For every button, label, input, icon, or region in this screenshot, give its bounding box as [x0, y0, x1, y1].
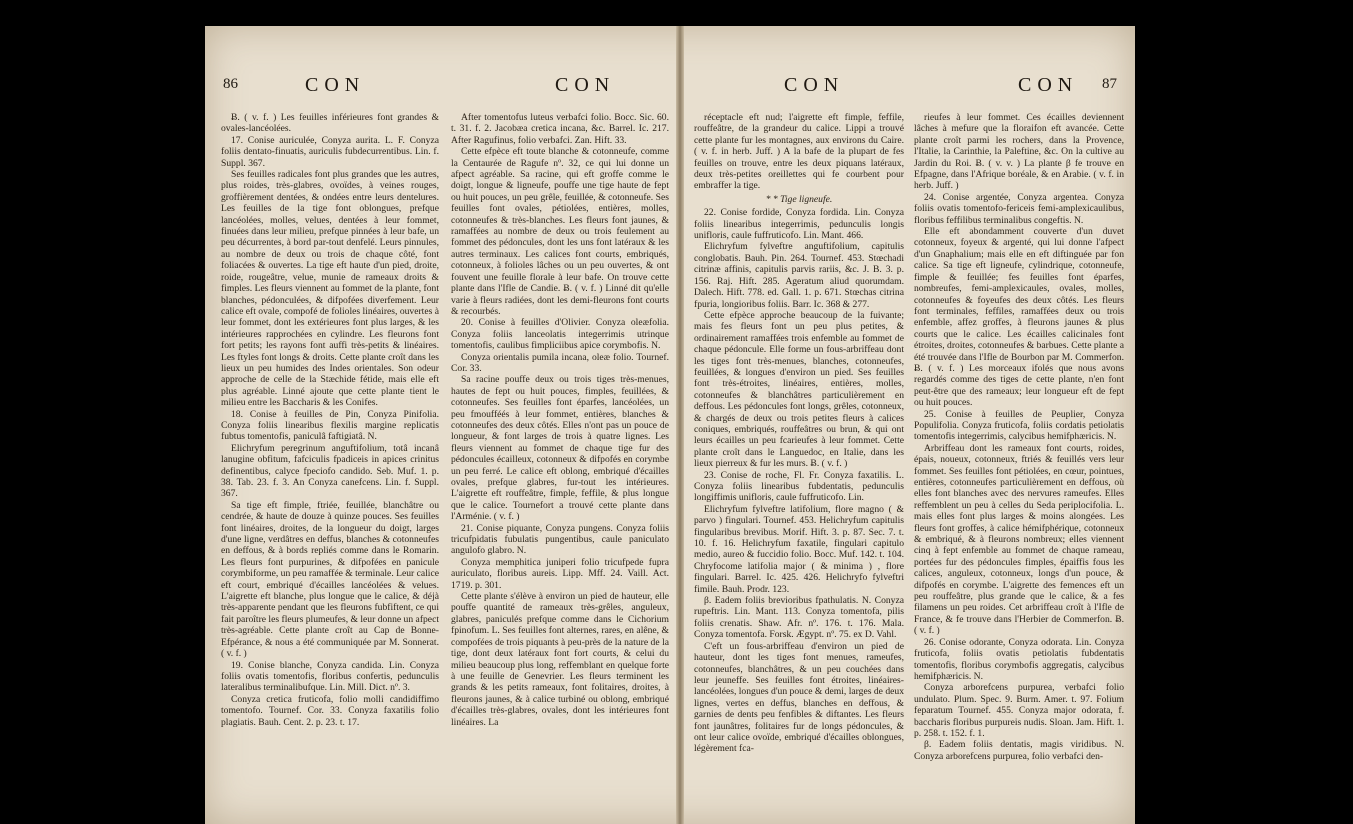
paragraph: 18. Conise à feuilles de Pin, Conyza Pinifolia. Conyza foliis linearibus flexilis margine replicatis fubtus tomentofis, paniculâ faftigiatâ. N. [221, 408, 439, 443]
paragraph: β. Eadem foliis brevioribus fpathulatis. N. Conyza rupeftris. Lin. Mant. 113. Conyza tomentofa, pilis foliis crenatis. Shaw. Afr. nº. 176. t. 176. Mala. Conyza tomentofa. Forsk. Ægypt. nº. 75. ex D. Vahl. [694, 595, 904, 641]
paragraph: Elichryfum peregrinum anguftifolium, totâ incanâ lanugine obfitum, fafciculis fpadiceis in apices crinitus definentibus, calyce fpeciofo candido. Seb. Muf. 1. p. 38. Tab. 23. f. 3. An Conyza canefcens. Lin. f. Suppl. 367. [221, 442, 439, 500]
paragraph: Ƀ. ( v. f. ) Les feuilles inférieures font grandes & ovales-lancéolées. [221, 112, 439, 135]
paragraph: rieufes à leur fommet. Ces écailles deviennent lâches à mefure que la floraifon eft avancée. Cette plante croît parmi les rochers, dans la Provence, l'Italie, la Carinthie, la Paleftine, &c. On la cultive au Jardin du Roi. Ƀ. ( v. v. ) La plante β fe trouve en Efpagne, dans l'Afrique boréale, & en Arabie. ( v. f. in herb. Juff. ) [914, 112, 1124, 192]
paragraph: Elichryfum fylveftre anguftifolium, capitulis conglobatis. Bauh. Pin. 264. Tournef. 453. Stœchadi citrinæ affinis, capitulis parvis rariis, &c. J. B. 3. p. 156. Raj. Hift. 285. Ageratum aliud quorumdam. Dalech. Hift. 778. ed. Gall. 1. p. 671. Stœchas citrina fpuria, longioribus foliis. Barr. Ic. 368 & 277. [694, 241, 904, 310]
left-page [215, 40, 675, 824]
right-page-number: 87 [1102, 76, 1117, 92]
paragraph: Sa tige eft fimple, ftriée, feuillée, blanchâtre ou cendrée, & haute de douze à quinze pouces. Ses feuilles font linéaires, droites, de la longueur du doigt, larges d'une ligne, verdâtres en deffus, blanches & cotonneufes en deffous, & à bords repliés comme dans le Romarin. Les fleurs font purpurines, & difpofées en panicule corymbiforme, un peu ramaffée & terminale. Leur calice eft court, embriqué d'écailles lancéolées & velues. L'aigrette eft blanche, plus longue que le calice, & déjà très-apparente pendant que les fleurons fubfiftent, ce qui fait paroître les fleurs plumeufes, & leur donne un afpect très-agréable. Cette plante croît au Cap de Bonne-Efpérance, & nous a été communiquée par M. Sonnerat. ( v. f. ) [221, 499, 439, 660]
left-running-head-1: CON [305, 74, 366, 96]
book-gutter [676, 26, 684, 824]
paragraph: 20. Conise à feuilles d'Olivier. Conyza oleæfolia. Conyza foliis lanceolatis integerrimis utrinque tomentofis, caulibus fimpliciibus apice corymbofis. N. [451, 317, 669, 352]
paragraph: 21. Conise piquante, Conyza pungens. Conyza foliis tricufpidatis fubulatis pungentibus, caule paniculato angulofo glabro. N. [451, 522, 669, 557]
paragraph: Cette efpèce eft toute blanche & cotonneufe, comme la Centaurée de Ragufe nº. 32, ce qui lui donne un afpect agréable. Sa racine, qui eft groffe comme le doigt, longue & ligneufe, pouffe une tige haute de fept ou huit pouces, un peu grêle, feuillée, & cotonneufe. Ses feuilles font ovales, pétiolées, entières, molles, cotonneufes & très-blanches. Les fleurs font jaunes, & ramaffées au nombre de deux ou trois feulement au fommet des pédoncules, dont les uns font latéraux & les autres terminaux. Les calices font courts, embriqués, cotonneux, à folioles lâches ou un peu ouvertes, & ont fouvent une feuille florale à leur bafe. On trouve cette plante dans l'Ifle de Candie. Ƀ. ( v. f. ) Linné dit qu'elle varie à fleurs radiées, dont les demi-fleurons font courts & recourbés. [451, 146, 669, 317]
paragraph: 22. Conise fordide, Conyza fordida. Lin. Conyza foliis linearibus integerrimis, pedunculis longis unifloris, caule fuffruticofo. Lin. Mant. 466. [694, 207, 904, 242]
paragraph: 25. Conise à feuilles de Peuplier, Conyza Populifolia. Conyza fruticofa, foliis cordatis petiolatis tomentofis integerrimis, calycibus hemifphæricis. N. [914, 408, 1124, 443]
left-column-1 [221, 112, 439, 824]
paragraph: β. Eadem foliis dentatis, magis viridibus. N. Conyza arborefcens purpurea, folio verbafci den- [914, 739, 1124, 762]
paragraph: Cette efpèce approche beaucoup de la fuivante; mais fes fleurs font un peu plus petites, & ordinairement ramaffées trois enfemble au fommet de chaque pédoncule. Elle forme un fous-arbriffeau dont les tiges font très-menues, blanches, cotonneufes, feuillées, & longues d'environ un pied. Ses feuilles font très-étroites, linéaires, entières, molles, cotonneufes & blanchâtres particulièrement en deffous. Les pédoncules font longs, grêles, cotonneux, & chargés de deux ou trois petites fleurs à calices coniques, embriqués, rouffeâtres ou brun, & qui ont leurs écailles un peu fcarieufes à leur fommet. Cette plante croît dans le Languedoc, en Italie, dans les lieux pierreux & fur les murs. Ƀ. ( v. f. ) [694, 309, 904, 470]
paragraph: C'eft un fous-arbriffeau d'environ un pied de hauteur, dont les tiges font menues, rameufes, cotonneufes, blanchâtres, & un peu couchées dans leur jeuneffe. Ses feuilles font étroites, linéaires-lancéolées, longues d'un pouce & demi, larges de deux lignes, vertes en deffus, blanches en deffous, & garnies de dents peu fenfibles & diftantes. Les fleurs font jaunâtres, folitaires fur de longs pédoncules, & ont leur calice ovoïde, embriqué d'écailles oblongues, légèrement fca- [694, 640, 904, 755]
right-column-2 [914, 112, 1124, 824]
paragraph: 23. Conise de roche, Fl. Fr. Conyza faxatilis. L. Conyza foliis linearibus fubdentatis, pedunculis longiffimis unifloris, caule fuffruticofo. Lin. [694, 469, 904, 504]
paragraph: 19. Conise blanche, Conyza candida. Lin. Conyza foliis ovatis tomentofis, floribus confertis, pedunculis lateralibus terminalibufque. Lin. Mill. Dict. nº. 3. [221, 659, 439, 694]
paragraph: Cette plante s'élève à environ un pied de hauteur, elle pouffe quantité de rameaux très-grêles, anguleux, glabres, paniculés prefque comme dans le Cichorium fpinofum. L. Ses feuilles font alternes, rares, en alêne, & compofées de trois piquants à peu-près de la nature de la tige, dont deux latéraux font fort courts, & celui du milieu beaucoup plus long, reffemblant en quelque forte à une feuille de Genevrier. Les fleurs terminent les grands & les petits rameaux, font folitaires, droites, à fleurons jaunes, & à calice turbiné ou oblong, embriqué d'écailles très-glabres, ovales, dont les intérieures font linéaires. La [451, 591, 669, 728]
right-running-head-2: CON [1018, 74, 1079, 96]
left-running-head-2: CON [555, 74, 616, 96]
paragraph: 17. Conise auriculée, Conyza aurita. L. F. Conyza foliis dentato-finuatis, auriculis fubdecurrentibus. Lin. f. Suppl. 367. [221, 134, 439, 169]
right-column-1 [694, 112, 904, 824]
left-column-2 [451, 112, 669, 824]
paragraph: 24. Conise argentée, Conyza argentea. Conyza foliis ovatis tomentofo-fericeis femi-amplexicaulibus, floribus feffilibus terminalibus congeftis. N. [914, 191, 1124, 226]
paragraph: Conyza arborefcens purpurea, verbafci folio undulato. Plum. Spec. 9. Burm. Amer. t. 97. Folium feparatum Tournef. 455. Conyza major odorata, f. baccharis floribus purpureis nudis. Sloan. Jam. Hift. 1. p. 258. t. 152. f. 1. [914, 682, 1124, 739]
paragraph: Conyza memphitica juniperi folio tricufpede fupra auriculato, floribus aureis. Lipp. Mff. 24. Vaill. Act. 1719. p. 301. [451, 556, 669, 591]
paragraph: After tomentofus luteus verbafci folio. Bocc. Sic. 60. t. 31. f. 2. Jacobæa cretica incana, &c. Barrel. Ic. 217. After Ragufinus, folio verbafci. Zan. Hift. 33. [451, 112, 669, 146]
paragraph: Conyza orientalis pumila incana, oleæ folio. Tournef. Cor. 33. [451, 351, 669, 374]
left-page-number: 86 [223, 76, 238, 92]
paragraph: Arbriffeau dont les rameaux font courts, roides, épais, noueux, cotonneux, ftriés & feuillés vers leur fommet. Ses feuilles font pétiolées, en cœur, pointues, entières, cotonneufes particulièrement en deffous, où elles font blanches avec des nervures rameufes. Elles reffemblent un peu à celles du Seda periplocifolia. L. mais elles font plus larges & moins alongées. Les fleurs font groffes, à calice hémifphérique, cotonneux & embriqué, & à fleurons nombreux; elles viennent cinq à fept enfemble au fommet de chaque rameau, portées fur des pédoncules fimples, épaiffis fous les calices, anguleux, cotonneux, longs d'un pouce, & difpofés en corymbe. L'aigrette des femences eft un peu rouffeâtre, plus grande que le calice, & a fes filamens un peu roides. Cet arbriffeau croît à l'Ifle de France, & fe trouve dans l'Herbier de Commerfon. Ƀ. ( v. f. ) [914, 442, 1124, 637]
right-running-head-1: CON [784, 74, 845, 96]
paragraph: 26. Conise odorante, Conyza odorata. Lin. Conyza fruticofa, foliis ovatis petiolatis fubdentatis tomentofis, floribus corymbofis aggregatis, calycibus hemifphæricis. N. [914, 636, 1124, 682]
paragraph: réceptacle eft nud; l'aigrette eft fimple, feffile, rouffeâtre, de la grandeur du calice. Lippi a trouvé cette plante fur les montagnes, aux environs du Caire. ( v. f. in herb. Juff. ) A la bafe de la plupart de fes feuilles on trouve, entre les deux piquans latéraux, deux très-petites oreillettes qui fe courbent pour embraffer la tige. [694, 112, 904, 192]
paragraph: Elichryfum fylveftre latifolium, flore magno ( & parvo ) fingulari. Tournef. 453. Helichryfum capitulis fingularibus brevibus. Morif. Hift. 3. p. 87. Sec. 7. t. 10. f. 16. Helichryfum faxatile, fingulari capitulo medio, aureo & fuccidio folio. Bocc. Muf. 142. t. 104. Chryfocome latifolia major ( & minima ) , flore fingulari. Barrel. Ic. 425. 426. Helichryfo fylveftri fimile. Bauh. Prodr. 123. [694, 503, 904, 595]
section-heading: * * Tige ligneufe. [765, 193, 833, 205]
paragraph: Ses feuilles radicales font plus grandes que les autres, plus roides, très-glabres, ovoïdes, à veines rouges, groffièrement dentées, & ondées entre leurs dentelures. Les feuilles de la tige font oblongues, prefque lancéolées, molles, velues, dentées à leur fommet, finuées dans leur milieu, prefque pinnées à leur bafe, un peu décurrentes, à bord par-tout denfelé. Leurs pinnules, au nombre de deux ou trois de chaque côté, font foliacées & ouvertes. La tige eft haute d'un pied, droite, roide, rougeâtre, velue, munie de rameaux droits & fimples. Les fleurs viennent au fommet de la plante, font blanches, pédonculées, & difpofées diverfement. Leur calice eft ovale, compofé de folioles linéaires, ouvertes à leur fommet, dont les extérieures font plus larges, & les intérieures rapprochées en cylindre. Les fleurons font fort petits; les rayons font auffi très-petits & linéaires. Les ftyles font longs & droits. Cette plante croît dans les lieux un peu humides des Indes orientales. Son odeur approche de celle de la Stæchide fétide, mais elle eft plus agréable. Linné ajoute que cette plante tient le milieu entre les Baccharis & les Conifes. [221, 169, 439, 409]
right-page [688, 40, 1128, 824]
paragraph: Conyza cretica fruticofa, folio molli candidiffimo tomentofo. Tournef. Cor. 33. Conyza faxatilis folio plagiatis. Bauh. Cent. 2. p. 23. t. 17. [221, 693, 439, 728]
paragraph: Elle eft abondamment couverte d'un duvet cotonneux, foyeux & argenté, qui lui donne l'afpect d'un Gnaphalium; mais elle en eft diftinguée par fon calice. Sa tige eft ligneufe, cylindrique, cotonneufe, fimple & feuillée; fes feuilles font éparfes, nombreufes, femi-amplexicaules, ovales, molles, cotonneufes & foyeufes des deux côtés. Les fleurs font terminales, feffiles, ramaffées deux ou trois enfemble, affez groffes, à fleurons jaunes & plus courts que le calice. Les écailles calicinales font étroites, droites, cotonneufes & barbues. Cette plante a été trouvée dans l'Ifle de Bourbon par M. Commerfon. Ƀ. ( v. f. ) Les morceaux ifolés que nous avons regardés comme des tiges de cette plante, n'en font peut-être que des rameaux; leur longueur eft de fept ou huit pouces. [914, 226, 1124, 409]
paragraph: Sa racine pouffe deux ou trois tiges très-menues, hautes de fept ou huit pouces, fimples, feuillées, & cotonneufes. Ses feuilles font éparfes, lancéolées, un peu fmoufféés à leur fommet, entières, blanches & cotonneufes des deux côtés. Elles n'ont pas un pouce de longueur, & font larges de trois à quatre lignes. Les fleurs viennent au fommet de chaque tige fur des pédoncules écailleux, cotonneux & difpofés en corymbe un peu ferré. Le calice eft oblong, embriqué d'écailles ovales, prefque glabres, fur-tout les intérieures. L'aigrette eft rouffeâtre, fimple, feffile, & plus longue que le calice. Tournefort a trouvé cette plante dans l'Arménie. ( v. f. ) [451, 374, 669, 523]
